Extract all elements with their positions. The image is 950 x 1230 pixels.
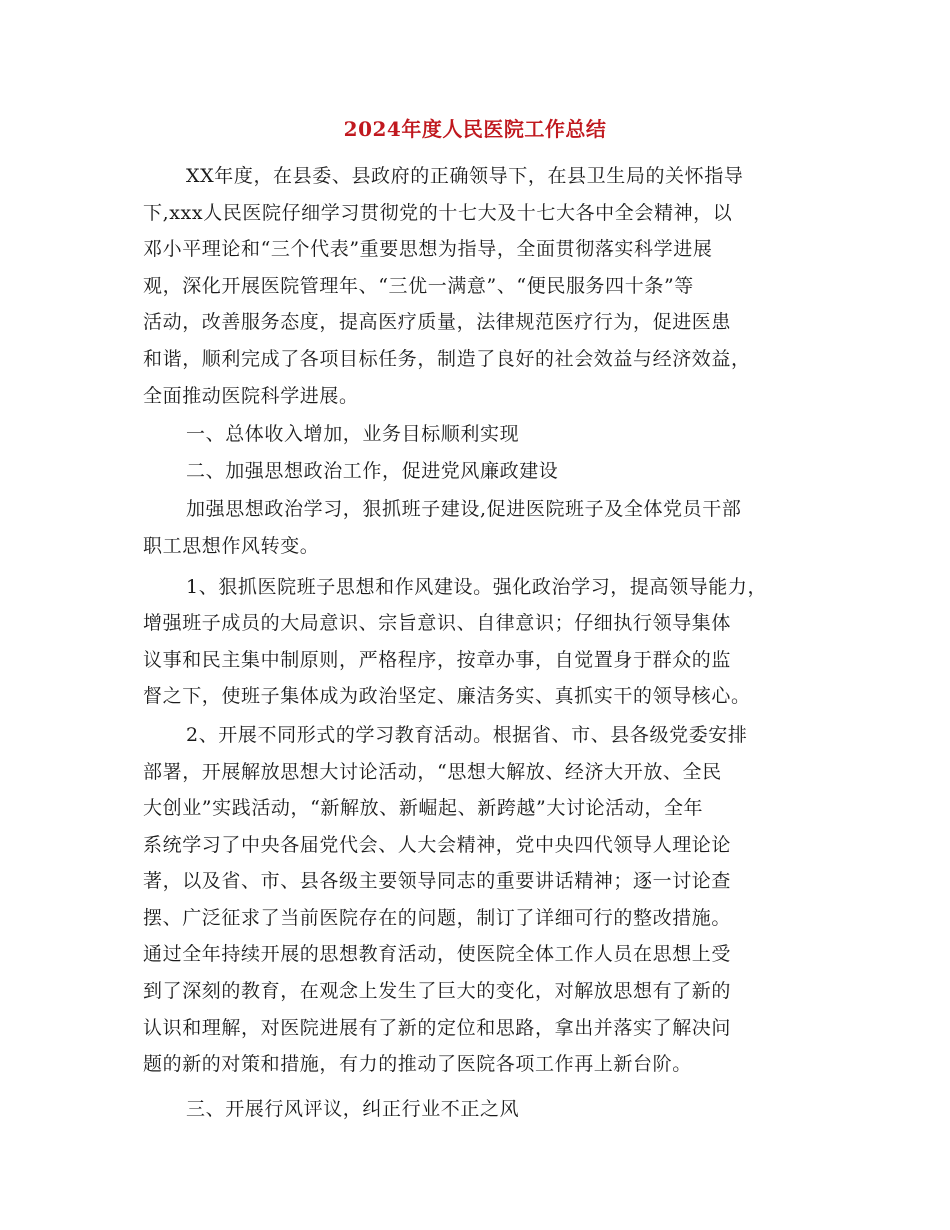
text-line: 增强班子成员的大局意识、宗旨意识、自律意识；仔细执行领导集体	[143, 612, 732, 635]
text-line: 三、开展行风评议，纠正行业不正之风	[186, 1097, 520, 1120]
text-line: 下,xxx人民医院仔细学习贯彻党的十七大及十七大各中全会精神，以	[143, 201, 733, 224]
text-line: 摆、广泛征求了当前医院存在的问题，制订了详细可行的整改措施。	[143, 906, 732, 929]
text-line: 职工思想作风转变。	[143, 534, 320, 557]
text-line: 邓小平理论和“三个代表”重要思想为指导，全面贯彻落实科学进展	[143, 238, 713, 261]
text-line: 部署，开展解放思想大讨论活动，“思想大解放、经济大开放、全民	[143, 760, 722, 783]
text-line: 通过全年持续开展的思想教育活动，使医院全体工作人员在思想上受	[143, 943, 732, 966]
text-line: 议事和民主集中制原则，严格程序，按章办事，自觉置身于群众的监	[143, 648, 732, 671]
text-line: 和谐，顺利完成了各项目标任务，制造了良好的社会效益与经济效益，	[143, 347, 751, 370]
text-line: XX年度，在县委、县政府的正确领导下，在县卫生局的关怀指导	[186, 165, 744, 187]
text-line: 观，深化开展医院管理年、“三优一满意”、“便民服务四十条”等	[143, 274, 694, 297]
text-line: 著，以及省、市、县各级主要领导同志的重要讲话精神；逐一讨论查	[143, 870, 732, 893]
text-line: 一、总体收入增加，业务目标顺利实现	[186, 423, 520, 446]
text-line: 加强思想政治学习，狠抓班子建设,促进医院班子及全体党员干部	[186, 498, 742, 521]
text-line: 认识和理解，对医院进展有了新的定位和思路，拿出并落实了解决问	[143, 1016, 732, 1039]
text-line: 题的新的对策和措施，有力的推动了医院各项工作再上新台阶。	[143, 1053, 692, 1076]
text-line: 到了深刻的教育，在观念上发生了巨大的变化，对解放思想有了新的	[143, 980, 732, 1003]
text-line: 2、开展不同形式的学习教育活动。根据省、市、县各级党委安排	[186, 723, 748, 746]
text-line: 大创业”实践活动，“新解放、新崛起、新跨越”大讨论活动，全年	[143, 797, 704, 820]
text-line: 督之下，使班子集体成为政治坚定、廉洁务实、真抓实干的领导核心。	[143, 685, 751, 708]
text-line: 二、加强思想政治工作，促进党风廉政建设	[186, 459, 559, 482]
text-line: 系统学习了中央各届党代会、人大会精神，党中央四代领导人理论论	[143, 833, 732, 856]
text-line: 活动，改善服务态度，提高医疗质量，法律规范医疗行为，促进医患	[143, 311, 732, 334]
document-title: 2024年度人民医院工作总结	[343, 117, 607, 141]
text-line: 全面推动医院科学进展。	[143, 384, 359, 407]
text-line: 1、狠抓医院班子思想和作风建设。强化政治学习，提高领导能力，	[186, 575, 768, 598]
document-body	[143, 158, 823, 1127]
